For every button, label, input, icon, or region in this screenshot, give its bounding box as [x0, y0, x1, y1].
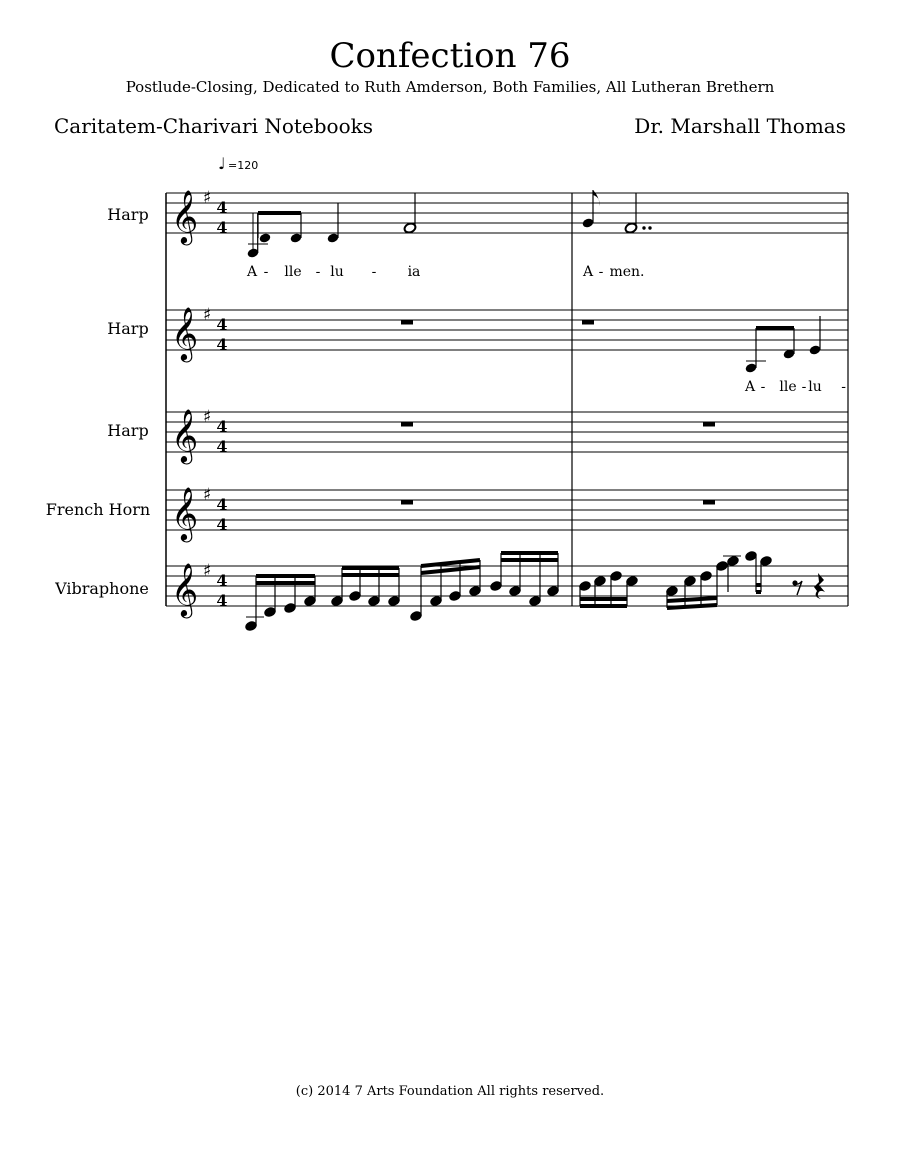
- lyric-hyphen: -: [760, 379, 766, 395]
- tempo-note-icon: ♩: [218, 154, 226, 173]
- lyric-hyphen: -: [371, 264, 377, 280]
- time-signature-top: 4: [216, 417, 228, 436]
- composer-name: Dr. Marshall Thomas: [634, 114, 846, 138]
- treble-clef-icon: 𝄞: [171, 486, 199, 540]
- lyric-hyphen: -: [841, 379, 846, 395]
- beam: [667, 598, 717, 601]
- lyrics-harp-2: [744, 379, 846, 395]
- dot: [642, 226, 645, 229]
- lyric-syllable: ia: [407, 264, 421, 280]
- note: [258, 232, 271, 243]
- sixteenth-group-2: [330, 568, 400, 607]
- whole-rest: [401, 500, 413, 505]
- lyric-hyphen: -: [315, 264, 321, 280]
- treble-clef-icon: 𝄞: [171, 408, 199, 462]
- instrument-label: Vibraphone: [55, 579, 149, 598]
- staff-vibraphone: [54, 550, 848, 631]
- note-flag: [593, 190, 600, 206]
- system-barlines: [166, 193, 848, 606]
- lyric-syllable: lu: [808, 379, 822, 395]
- time-signature-bottom: 4: [216, 591, 228, 610]
- time-signature-top: 4: [216, 315, 228, 334]
- eighth-rest: [792, 580, 802, 595]
- instrument-label: Harp: [107, 205, 149, 224]
- beam: [421, 567, 480, 573]
- treble-clef-icon: 𝄞: [171, 189, 199, 243]
- score-title: Confection 76: [329, 36, 571, 76]
- sixteenth-group-4: [489, 553, 559, 607]
- lyric-hyphen: -: [263, 264, 269, 280]
- time-signature-bottom: 4: [216, 515, 228, 534]
- notebook-name: Caritatem-Charivari Notebooks: [54, 114, 374, 138]
- instrument-label: French Horn: [45, 500, 151, 519]
- treble-clef-icon: 𝄞: [171, 306, 199, 360]
- time-signature-bottom: 4: [216, 218, 228, 237]
- key-signature-sharp: ♯: [203, 188, 212, 208]
- whole-rest: [401, 422, 413, 427]
- time-signature-top: 4: [216, 198, 228, 217]
- half-rest: [582, 320, 594, 325]
- lyric-syllable: A: [582, 264, 594, 280]
- lyric-syllable: lu: [330, 264, 344, 280]
- dot: [648, 226, 651, 229]
- copyright-footer: (c) 2014 7 Arts Foundation All rights reserved.: [295, 1084, 605, 1099]
- lyrics-harp-1: [246, 264, 645, 280]
- time-signature-top: 4: [216, 495, 228, 514]
- time-signature-top: 4: [216, 571, 228, 590]
- lyric-hyphen: -: [598, 264, 604, 280]
- whole-rest: [703, 422, 715, 427]
- beam: [421, 560, 480, 566]
- beam: [667, 605, 717, 608]
- lyric-syllable: A: [246, 264, 258, 280]
- lyric-hyphen: -: [801, 379, 807, 395]
- staff-harp-1: [107, 188, 848, 280]
- sixteenth-group-1: [244, 576, 316, 632]
- sixteenth-group-3: [409, 560, 481, 622]
- key-signature-sharp: ♯: [203, 305, 212, 325]
- tempo-marking: [218, 154, 258, 173]
- instrument-label: Harp: [107, 319, 149, 338]
- staff-harp-3: [107, 407, 848, 464]
- whole-rest: [703, 500, 715, 505]
- time-signature-bottom: 4: [216, 437, 228, 456]
- staff-harp-2: [107, 305, 848, 395]
- instrument-label: Harp: [107, 421, 149, 440]
- lyric-syllable: lle: [779, 379, 797, 395]
- lyric-syllable: men.: [609, 264, 645, 280]
- key-signature-sharp: ♯: [203, 407, 212, 427]
- lyric-syllable: A: [744, 379, 756, 395]
- score-subtitle: Postlude-Closing, Dedicated to Ruth Amderson, Both Families, All Lutheran Brethern: [125, 78, 775, 96]
- lyric-syllable: lle: [284, 264, 302, 280]
- tempo-value: =120: [228, 159, 259, 172]
- key-signature-sharp: ♯: [203, 485, 212, 505]
- sixteenth-group-6: [665, 560, 728, 608]
- time-signature-bottom: 4: [216, 335, 228, 354]
- treble-clef-icon: 𝄞: [171, 562, 199, 616]
- key-signature-sharp: ♯: [203, 561, 212, 581]
- whole-rest: [401, 320, 413, 325]
